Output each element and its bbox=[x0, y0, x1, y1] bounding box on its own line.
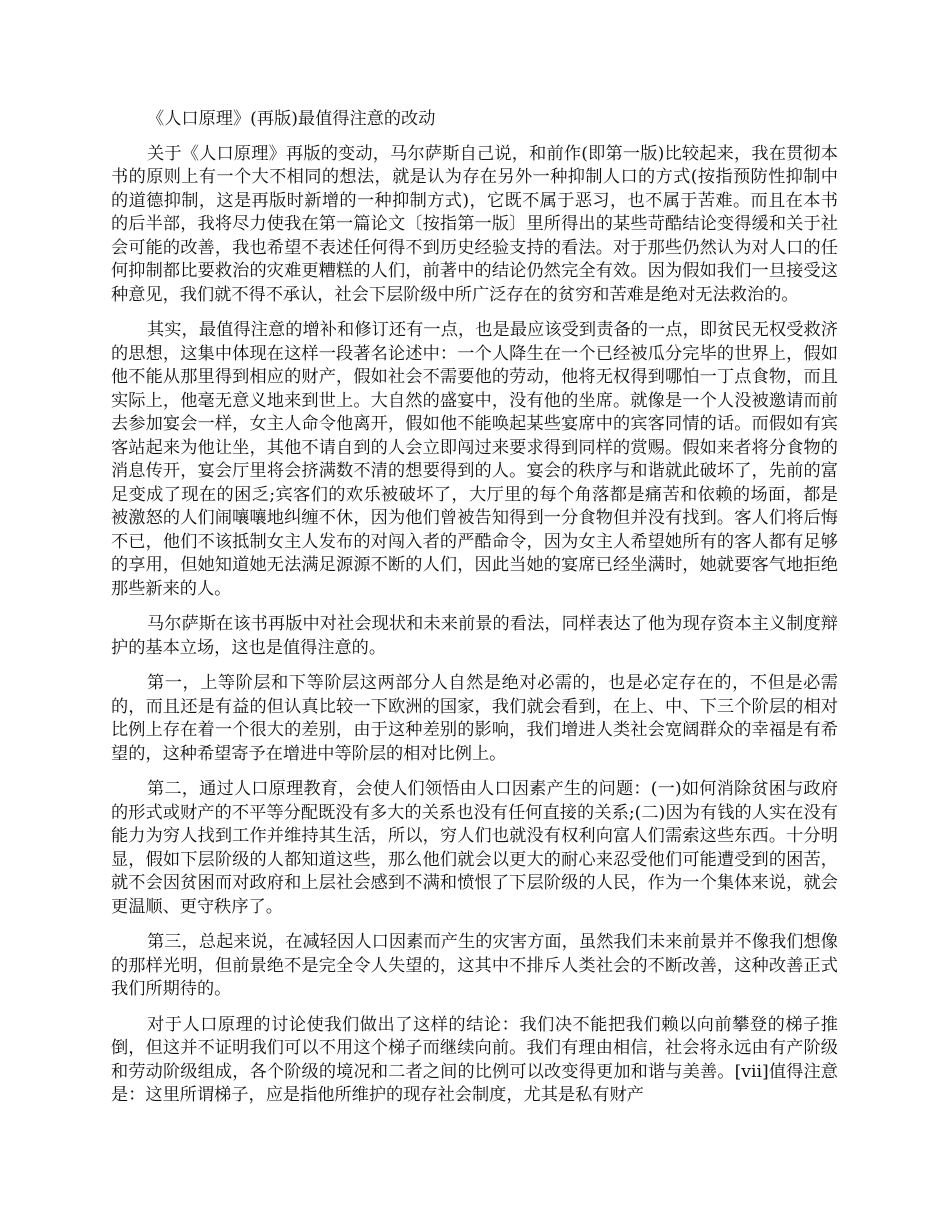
paragraph-6: 第三，总起来说，在减轻因人口因素而产生的灾害方面，虽然我们未来前景并不像我们想像的那样光明，但前景绝不是完全令人失望的，这其中不排斥人类社会的不断改善，这种改善正式我们所期待的。 bbox=[111, 932, 838, 999]
paragraph-1: 关于《人口原理》再版的变动，马尔萨斯自己说，和前作(即第一版)比较起来，我在贯彻本书的原则上有一个大不相同的想法，就是认为存在另外一种抑制人口的方式(按指预防性抑制中的道德抑制，这是再版时新增的一种抑制方式)，它既不属于恶习，也不属于苦难。而且在本书的后半部，我将尽力使我在第一篇论文〔按指第一版〕里所得出的某些苛酷结论变得缓和关于社会可能的改善，我也希望不表述任何得不到历史经验支持的看法。对于那些仍然认为对人口的任何抑制都比要救治的灾难更糟糕的人们，前著中的结论仍然完全有效。因为假如我们一旦接受这种意见，我们就不得不承认，社会下层阶级中所广泛存在的贫穷和苦难是绝对无法救治的。 bbox=[111, 143, 838, 305]
paragraph-3: 马尔萨斯在该书再版中对社会现状和未来前景的看法，同样表达了他为现存资本主义制度辩护的基本立场，这也是值得注意的。 bbox=[111, 614, 838, 658]
document-page bbox=[111, 108, 838, 1120]
paragraph-5: 第二，通过人口原理教育，会使人们领悟由人口因素产生的问题：(一)如何消除贫困与政府的形式或财产的不平等分配既没有多大的关系也没有任何直接的关系;(二)因为有钱的人实在没有能力为穷人找到工作并维持其生活，所以，穷人们也就没有权利向富人们需索这些东西。十分明显，假如下层阶级的人都知道这些，那么他们就会以更大的耐心来忍受他们可能遭受到的困苦，就不会因贫困而对政府和上层社会感到不满和愤恨了下层阶级的人民，作为一个集体来说，就会更温顺、更守秩序了。 bbox=[111, 779, 838, 917]
paragraph-7: 对于人口原理的讨论使我们做出了这样的结论：我们决不能把我们赖以向前攀登的梯子推倒，但这并不证明我们可以不用这个梯子而继续向前。我们有理由相信，社会将永远由有产阶级和劳动阶级组成，各个阶级的境况和二者之间的比例可以改变得更加和谐与美善。[vii]值得注意是：这里所谓梯子，应是指他所维护的现存社会制度，尤其是私有财产 bbox=[111, 1014, 838, 1105]
document-title: 《人口原理》(再版)最值得注意的改动 bbox=[147, 109, 436, 129]
paragraph-4: 第一，上等阶层和下等阶层这两部分人自然是绝对必需的，也是必定存在的，不但是必需的，而且还是有益的但认真比较一下欧洲的国家，我们就会看到，在上、中、下三个阶层的相对比例上存在着一个很大的差别，由于这种差别的影响，我们增进人类社会宽阔群众的幸福是有希望的，这种希望寄予在增进中等阶层的相对比例上。 bbox=[111, 673, 838, 764]
paragraph-2: 其实，最值得注意的增补和修订还有一点，也是最应该受到责备的一点，即贫民无权受救济的思想，这集中体现在这样一段著名论述中：一个人降生在一个已经被瓜分完毕的世界上，假如他不能从那里得到相应的财产，假如社会不需要他的劳动，他将无权得到哪怕一丁点食物，而且实际上，他毫无意义地来到世上。大自然的盛宴中，没有他的坐席。就像是一个人没被邀请而前去参加宴会一样，女主人命令他离开，假如他不能唤起某些宴席中的宾客同情的话。而假如有宾客站起来为他让坐，其他不请自到的人会立即闯过来要求得到同样的赏赐。假如来者将分食物的消息传开，宴会厅里将会挤满数不清的想要得到的人。宴会的秩序与和谐就此破坏了，先前的富足变成了现在的困乏;宾客们的欢乐被破坏了，大厅里的每个角落都是痛苦和依赖的场面，都是被激怒的人们闹嚷嚷地纠缠不休，因为他们曾被告知得到一分食物但并没有找到。客人们将后悔不已，他们不该抵制女主人发布的对闯入者的严酷命令，因为女主人希望她所有的客人都有足够的享用，但她知道她无法满足源源不断的人们，因此当她的宴席已经坐满时，她就要客气地拒绝那些新来的人。 bbox=[111, 320, 838, 599]
